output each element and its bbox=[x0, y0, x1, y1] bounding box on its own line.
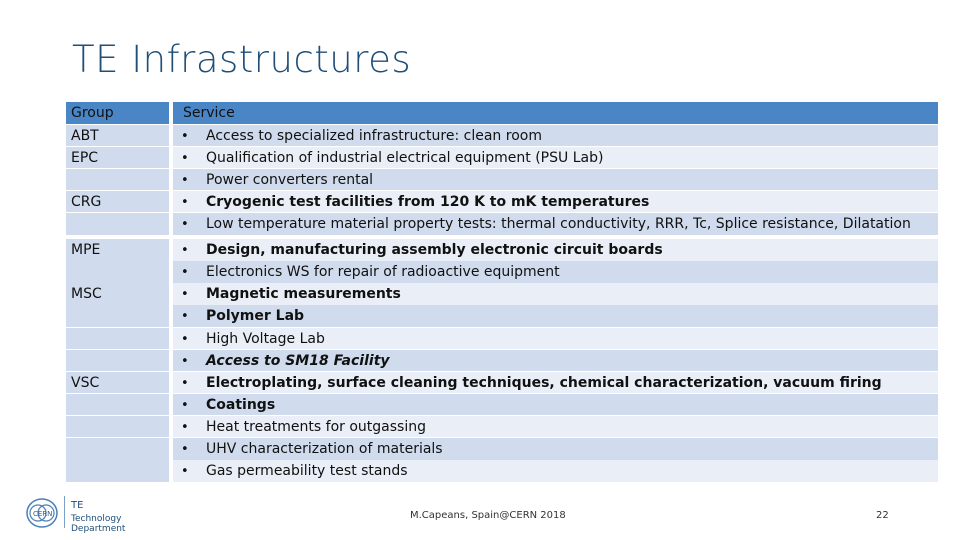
service-cell bbox=[173, 394, 938, 416]
service-cell bbox=[173, 169, 938, 191]
header-group-cell bbox=[66, 102, 169, 124]
table-row bbox=[66, 147, 938, 169]
bullet-icon: • bbox=[181, 309, 189, 325]
slide-title: TE Infrastructures bbox=[72, 38, 412, 81]
table-row bbox=[66, 213, 938, 235]
svg-text:CERN: CERN bbox=[33, 510, 53, 518]
table-row bbox=[66, 372, 938, 394]
cern-te-logo bbox=[24, 496, 174, 534]
bullet-icon: • bbox=[181, 419, 189, 435]
service-label: Coatings bbox=[206, 396, 276, 413]
cern-logo-icon bbox=[24, 496, 60, 530]
table-row bbox=[66, 416, 938, 438]
service-cell bbox=[173, 438, 938, 460]
table-row bbox=[66, 283, 938, 305]
group-label: VSC bbox=[71, 374, 100, 391]
group-cell bbox=[66, 239, 169, 261]
group-cell bbox=[66, 191, 169, 213]
table-row bbox=[66, 305, 938, 327]
service-cell bbox=[173, 147, 938, 169]
service-label: Magnetic measurements bbox=[206, 286, 401, 303]
service-cell bbox=[173, 213, 938, 235]
group-cell bbox=[66, 213, 169, 235]
bullet-icon: • bbox=[181, 287, 189, 303]
service-label: Power converters rental bbox=[206, 171, 374, 188]
service-label: Low temperature material property tests: thermal conductivity, RRR, Tc, Splice resistance, Dilatation bbox=[206, 216, 911, 232]
bullet-icon: • bbox=[181, 217, 189, 232]
service-cell bbox=[173, 239, 938, 261]
service-cell bbox=[173, 328, 938, 350]
group-cell bbox=[66, 169, 169, 191]
group-label: CRG bbox=[71, 193, 102, 210]
group-cell bbox=[66, 416, 169, 438]
group-label: MSC bbox=[71, 286, 102, 303]
table-row bbox=[66, 125, 938, 147]
header-group-label: Group bbox=[71, 105, 114, 121]
group-cell bbox=[66, 283, 169, 305]
table-row bbox=[66, 191, 938, 213]
table-row bbox=[66, 169, 938, 191]
service-label: High Voltage Lab bbox=[206, 330, 325, 347]
service-cell bbox=[173, 460, 938, 482]
service-label: Qualification of industrial electrical equipment (PSU Lab) bbox=[206, 149, 604, 166]
group-cell bbox=[66, 305, 169, 327]
table-row bbox=[66, 438, 938, 460]
service-cell bbox=[173, 283, 938, 305]
group-cell bbox=[66, 372, 169, 394]
bullet-icon: • bbox=[181, 353, 189, 369]
bullet-icon: • bbox=[181, 331, 189, 347]
service-cell bbox=[173, 350, 938, 372]
footer-credit: M.Capeans, Spain@CERN 2018 bbox=[410, 510, 566, 521]
group-cell bbox=[66, 261, 169, 283]
infrastructure-table bbox=[66, 102, 938, 480]
bullet-icon: • bbox=[181, 243, 189, 259]
bullet-icon: • bbox=[181, 150, 189, 166]
table-row bbox=[66, 460, 938, 482]
service-label: Cryogenic test facilities from 120 K to mK temperatures bbox=[206, 193, 650, 210]
bullet-icon: • bbox=[181, 442, 189, 457]
table-row bbox=[66, 261, 938, 283]
service-label: Access to SM18 Facility bbox=[206, 352, 390, 369]
service-label: Electronics WS for repair of radioactive equipment bbox=[206, 264, 560, 281]
page-number: 22 bbox=[876, 510, 889, 521]
service-cell bbox=[173, 372, 938, 394]
bullet-icon: • bbox=[181, 194, 189, 210]
service-label: Electroplating, surface cleaning techniques, chemical characterization, vacuum firing bbox=[206, 374, 882, 391]
group-cell bbox=[66, 350, 169, 372]
service-label: Access to specialized infrastructure: clean room bbox=[206, 127, 542, 144]
service-cell bbox=[173, 261, 938, 283]
table-row bbox=[66, 239, 938, 261]
group-cell bbox=[66, 394, 169, 416]
service-label: Polymer Lab bbox=[206, 308, 305, 325]
bullet-icon: • bbox=[181, 172, 189, 188]
service-cell bbox=[173, 125, 938, 147]
bullet-icon: • bbox=[181, 464, 189, 480]
service-label: Heat treatments for outgassing bbox=[206, 418, 426, 435]
table-header-row bbox=[66, 102, 938, 124]
bullet-icon: • bbox=[181, 128, 189, 144]
logo-te-text: TE bbox=[71, 500, 84, 511]
service-label: UHV characterization of materials bbox=[206, 441, 443, 457]
service-label: Design, manufacturing assembly electronic circuit boards bbox=[206, 242, 663, 259]
service-cell bbox=[173, 191, 938, 213]
group-cell bbox=[66, 438, 169, 460]
group-cell bbox=[66, 147, 169, 169]
table-row bbox=[66, 394, 938, 416]
service-cell bbox=[173, 416, 938, 438]
group-cell bbox=[66, 460, 169, 482]
service-cell bbox=[173, 305, 938, 327]
header-service-cell bbox=[173, 102, 938, 124]
group-label: ABT bbox=[71, 127, 99, 144]
group-cell bbox=[66, 125, 169, 147]
bullet-icon: • bbox=[181, 397, 189, 413]
logo-department-text: Technology Department bbox=[71, 514, 126, 534]
group-cell bbox=[66, 328, 169, 350]
table-row bbox=[66, 350, 938, 372]
group-label: EPC bbox=[71, 149, 99, 166]
bullet-icon: • bbox=[181, 265, 189, 281]
group-label: MPE bbox=[71, 242, 101, 259]
service-label: Gas permeability test stands bbox=[206, 463, 408, 480]
header-service-label: Service bbox=[183, 105, 235, 121]
logo-divider bbox=[64, 496, 65, 528]
table-row bbox=[66, 328, 938, 350]
bullet-icon: • bbox=[181, 375, 189, 391]
